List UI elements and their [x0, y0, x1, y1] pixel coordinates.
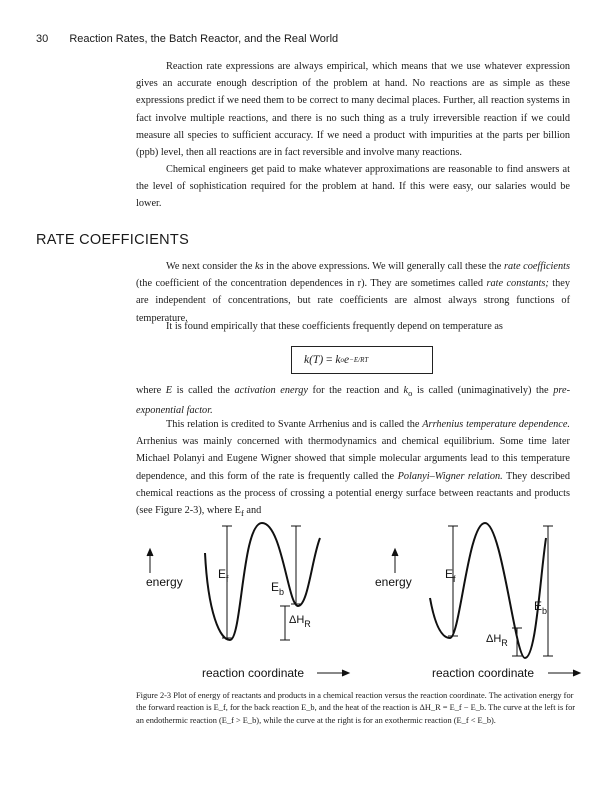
right-eb-label: $E_b$ [534, 599, 548, 616]
running-header [36, 33, 338, 45]
left-energy-label: energy [146, 575, 183, 589]
left-coordinate-label: reaction coordinate [202, 666, 305, 680]
left-ef-label: $E_f$ [218, 567, 229, 584]
right-ef-label: $E_f$ [445, 567, 456, 584]
running-title: Reaction Rates, the Batch Reactor, and the Real World [69, 33, 339, 45]
arrhenius-equation: k(T) = k o e −E/RT [291, 346, 433, 374]
paragraph-ks: We next consider the ks in the above expressions. We will generally call these the rate coefficients (the coefficient of the concentration dependences in r). They are sometimes called rate constants; they are independent of concentrations, but rate coefficients are almost always strong functions of temperature. [136, 261, 571, 324]
right-energy-label: energy [375, 575, 412, 589]
paragraph-approximations: Chemical engineers get paid to make whatever approximations are reasonable to find answers at the level of sophistication required for the problem at hand. If this were easy, our salaries would be lower. [136, 164, 570, 210]
paragraph-empirical-temp: It is found empirically that these coefficients frequently depend on temperature as [166, 321, 503, 332]
paragraph-empirical: Reaction rate expressions are always empirical, which means that we use whatever expression gives an accurate enough description of the problem at hand. No reactions are as simple as these expressions predict if we need them to be correct to many decimal places. Further, all reaction systems in fact involve multiple reactions, and there is no such thing as a truly irreversible reaction if we could measure all species to sufficient accuracy. If we need a product with impurities at the parts per billion (ppb) level, then all reactions are in fact reversible and involve many reactions. [136, 61, 570, 159]
figure-caption: Figure 2-3 Plot of energy of reactants and products in a chemical reaction versus the reaction coordinate. The activation energy for the forward reaction is E_f, for the back reaction E_b, and the heat of the reaction is ΔH_R = E_f − E_b. The curve at the left is for an endothermic reaction (E_f > E_b), while the curve at the right is for an exothermic reaction (E_f < E_b). [136, 691, 576, 725]
paragraph-activation-energy: where E is called the activation energy for the reaction and $k_o$ is called (unimaginatively) the pre-exponential factor. [136, 385, 571, 417]
right-dh-label: $\Delta H_R$ [486, 633, 508, 648]
left-eb-label: $E_b$ [271, 580, 285, 597]
page-number: 30 [36, 33, 49, 45]
section-title: RATE COEFFICIENTS [36, 232, 190, 248]
paragraph-arrhenius: This relation is credited to Svante Arrhenius and is called the Arrhenius temperature dependence. Arrhenius was mainly concerned with thermodynamics and chemical equilibrium. Some time later Michael Polanyi and Eugene Wigner showed that simple molecular arguments lead to this temperature dependence, and this form of the rate is frequently called the Polanyi–Wigner relation. They described chemical reactions as the process of crossing a potential energy surface between reactants and products (see Figure 2-3), where $E_f$ and [136, 419, 571, 519]
figure-2-3 [130, 518, 590, 683]
right-coordinate-label: reaction coordinate [432, 666, 535, 680]
left-dh-label: $\Delta H_R$ [289, 614, 311, 629]
